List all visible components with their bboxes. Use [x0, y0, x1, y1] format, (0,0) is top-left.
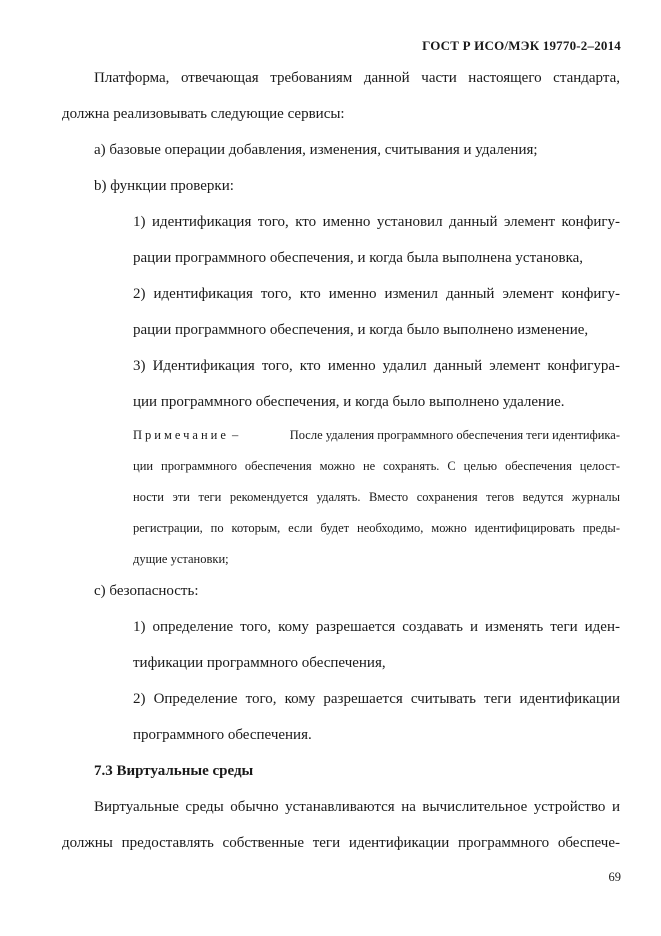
subitem-b3-line2: ции программного обеспечения, и когда было выполнено удаление.: [133, 394, 565, 410]
note-line5: дущие установки;: [133, 552, 229, 566]
para1-line2: должна реализовывать следующие сервисы:: [62, 106, 345, 122]
subitem-c2-line2: программного обеспечения.: [133, 727, 312, 743]
page-number: 69: [608, 870, 621, 884]
list-item-b: b) функции проверки:: [94, 178, 234, 194]
para-last-line1: Виртуальные среды обычно устанавливаются на вычислительное устройство и: [94, 799, 620, 815]
note-line3: ности эти теги рекомендуется удалять. Вместо сохранения тегов ведутся журналы: [133, 490, 620, 504]
note-line1: [133, 427, 620, 443]
note-line4: регистрации, по которым, если будет необходимо, можно идентифицировать преды-: [133, 521, 620, 535]
note-dash: –: [232, 428, 239, 442]
subitem-b3-line1: 3) Идентификация того, кто именно удалил данный элемент конфигура-: [133, 358, 620, 374]
subitem-b2-line2: рации программного обеспечения, и когда было выполнено изменение,: [133, 322, 589, 338]
subitem-c1-line2: тификации программного обеспечения,: [133, 655, 386, 671]
list-item-c: с) безопасность:: [94, 583, 199, 599]
para1-line1: Платформа, отвечающая требованиям данной части настоящего стандарта,: [94, 70, 620, 86]
section-heading: 7.3 Виртуальные среды: [94, 763, 254, 779]
note-text-1: После удаления программного обеспечения теги идентифика-: [289, 428, 620, 442]
list-item-a: а) базовые операции добавления, изменения, считывания и удаления;: [94, 142, 538, 158]
para-last-line2: должны предоставлять собственные теги идентификации программного обеспече-: [62, 835, 620, 851]
subitem-c2-line1: 2) Определение того, кому разрешается считывать теги идентификации: [133, 691, 620, 707]
subitem-b1-line2: рации программного обеспечения, и когда была выполнена установка,: [133, 250, 584, 266]
subitem-b1-line1: 1) идентификация того, кто именно установил данный элемент конфигу-: [133, 214, 620, 230]
subitem-c1-line1: 1) определение того, кому разрешается создавать и изменять теги иден-: [133, 619, 620, 635]
subitem-b2-line1: 2) идентификация того, кто именно изменил данный элемент конфигу-: [133, 286, 620, 302]
note-line2: ции программного обеспечения можно не сохранять. С целью обеспечения целост-: [133, 459, 620, 473]
standard-code-header: ГОСТ Р ИСО/МЭК 19770-2–2014: [422, 38, 621, 53]
note-label: Примечание –: [133, 428, 239, 442]
